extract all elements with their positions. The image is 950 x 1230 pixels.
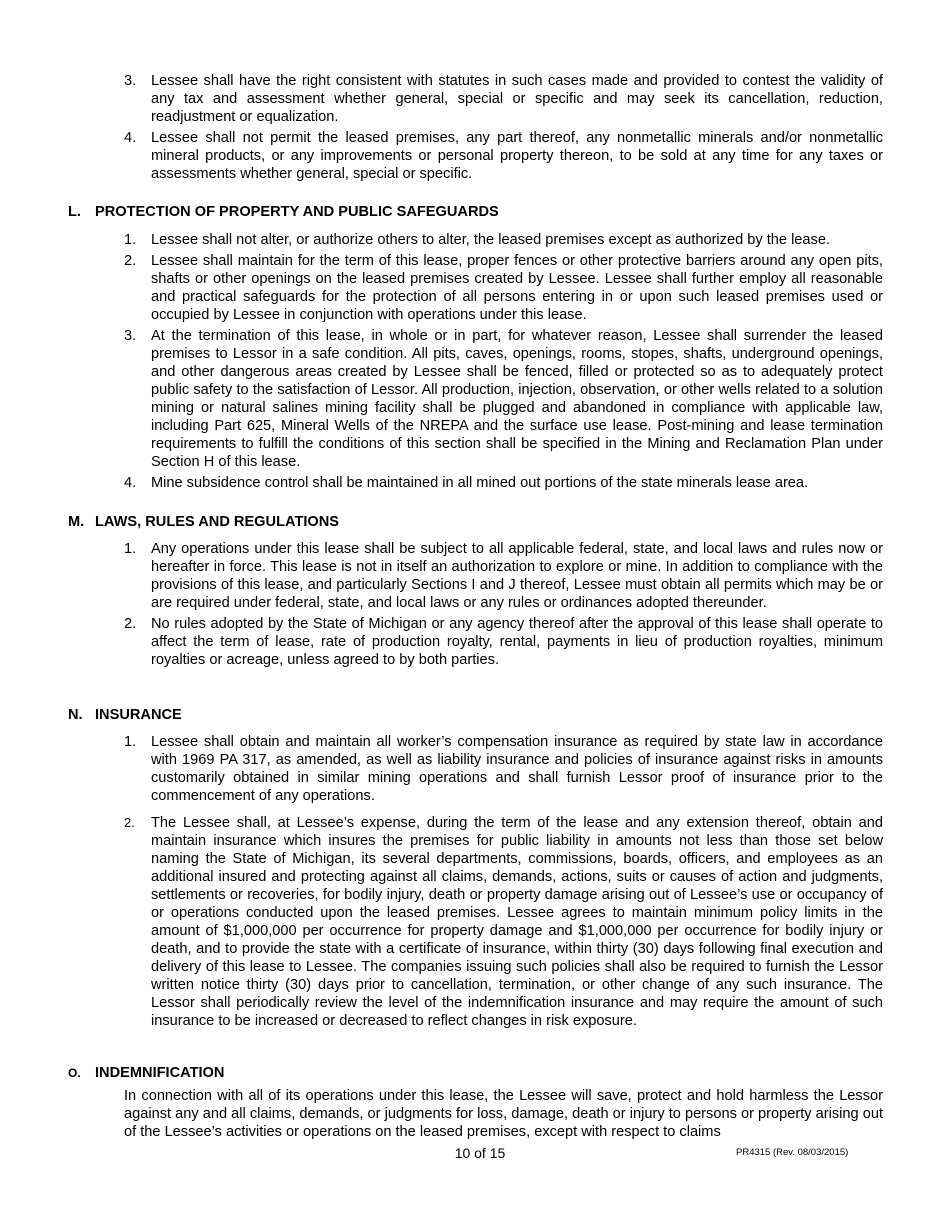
list-item: [124, 252, 883, 324]
item-text: Lessee shall not alter, or authorize others to alter, the leased premises except as authorized by the lease.: [151, 232, 831, 248]
section-n-list: [124, 733, 883, 1030]
item-number: 4.: [124, 130, 137, 146]
section-title: INDEMNIFICATION: [95, 1065, 225, 1081]
item-text: Lessee shall not permit the leased premises, any part thereof, any nonmetallic minerals and/or nonmetallic mineral products, or any improvements or personal property thereon, to be sold at any time for any taxes or assessments whether general, special or specific.: [151, 130, 883, 182]
section-m-list: [124, 540, 883, 669]
section-heading-o: [68, 1064, 224, 1082]
item-number: 3.: [124, 328, 137, 344]
section-letter: N.: [68, 707, 83, 723]
section-letter: O.: [68, 1066, 81, 1080]
item-number: 4.: [124, 475, 137, 491]
item-number: 2.: [124, 253, 137, 269]
list-item: [124, 327, 883, 471]
page-number: 10 of 15: [454, 1145, 506, 1161]
list-item: [124, 129, 883, 183]
list-item: [124, 72, 883, 126]
item-text: Lessee shall have the right consistent with statutes in such cases made and provided to contest the validity of any tax and assessment whether general, special or specific and may seek its cancellation, reduction, readjustment or equalization.: [151, 73, 883, 125]
section-heading-l: [68, 203, 499, 221]
indemnification-paragraph: In connection with all of its operations under this lease, the Lessee will save, protect and hold harmless the Lessor against any and all claims, demands, or judgments for loss, damage, death or injury to persons or property arising out of the Lessee’s activities or operations on the leased premises, except with respect to claims: [124, 1088, 883, 1140]
section-title: INSURANCE: [95, 707, 182, 723]
tax-list: [124, 72, 883, 183]
item-text: Any operations under this lease shall be subject to all applicable federal, state, and local laws and rules now or hereafter in force. This lease is not in itself an authorization to explore or mine. In addition to compliance with the provisions of this lease, and particularly Sections I and J thereof, Lessee must obtain all permits which may be or are required under federal, state, and local laws or any rules or ordinances adopted thereunder.: [151, 541, 883, 611]
item-text: At the termination of this lease, in whole or in part, for whatever reason, Lessee shall surrender the leased premises to Lessor in a safe condition. All pits, caves, openings, rooms, stopes, shafts, underground openings, and other dangerous areas created by Lessee shall be fenced, filled or protected so as to adequately protect public safety to the satisfaction of Lessor. All production, injection, observation, or other wells related to a solution mining or natural salines mining facility shall be plugged and abandoned in compliance with applicable law, including Part 625, Mineral Wells of the NREPA and the surface use lease. Post-mining and lease termination requirements to fulfill the conditions of this section shall be specified in the Mining and Reclamation Plan under Section H of this lease.: [151, 328, 883, 470]
section-letter: M.: [68, 514, 85, 530]
item-number: 2.: [124, 815, 135, 830]
item-number: 3.: [124, 73, 137, 89]
item-text: Lessee shall obtain and maintain all worker’s compensation insurance as required by state law in accordance with 1969 PA 317, as amended, as well as liability insurance and policies of insurance against risks in amounts customarily obtained in similar mining operations and shall furnish Lessor proof of insurance prior to the commencement of any operations.: [151, 734, 883, 804]
item-text: The Lessee shall, at Lessee’s expense, during the term of the lease and any extension thereof, obtain and maintain insurance which insures the premises for public liability in amounts not less than those set below naming the State of Michigan, its several departments, commissions, boards, officers, and employees as an additional insured and protecting against all claims, demands, actions, suits or causes of action and judgments, settlements or recoveries, for bodily injury, death or property damage arising out of Lessee’s use or occupancy of or operations conducted upon the leased premises. Lessee agrees to maintain minimum policy limits in the amount of $1,000,000 per occurrence for property damage and $1,000,000 per occurrence for bodily injury or death, and to provide the state with a certificate of insurance, within thirty (30) days following final execution and delivery of this lease to Lessee. The companies issuing such policies shall also be required to furnish the Lessor written notice thirty (30) days prior to cancellation, termination, or other change of any such insurance. The Lessor shall periodically review the level of the indemnification insurance and may require the amount of such insurance to be increased or decreased to reflect changes in risk exposure.: [151, 815, 883, 1029]
list-item: [124, 540, 883, 612]
item-number: 1.: [124, 734, 137, 750]
list-item: [124, 733, 883, 805]
item-text: No rules adopted by the State of Michigan or any agency thereof after the approval of this lease shall operate to affect the term of lease, rate of production royalty, rental, payments in lieu of production royalties, minimum royalties or acreage, unless agreed to by both parties.: [151, 616, 883, 668]
item-text: Lessee shall maintain for the term of this lease, proper fences or other protective barriers around any open pits, shafts or other openings on the leased premises created by Lessee. Lessee shall further employ all reasonable and practical safeguards for the protection of all persons entering in or upon such leased premises used or occupied by Lessee in conjunction with operations under this lease.: [151, 253, 883, 323]
section-heading-m: [68, 513, 339, 531]
list-item: [124, 231, 883, 249]
item-number: 2.: [124, 616, 137, 632]
list-item: [124, 814, 883, 1030]
item-number: 1.: [124, 232, 137, 248]
section-letter: L.: [68, 204, 81, 220]
list-item: [124, 615, 883, 669]
section-title: PROTECTION OF PROPERTY AND PUBLIC SAFEGUARDS: [95, 204, 499, 220]
item-text: Mine subsidence control shall be maintained in all mined out portions of the state minerals lease area.: [151, 475, 809, 491]
section-l-list: [124, 231, 883, 492]
section-title: LAWS, RULES AND REGULATIONS: [95, 514, 340, 530]
section-heading-n: [68, 706, 182, 724]
item-number: 1.: [124, 541, 137, 557]
form-revision: PR4315 (Rev. 08/03/2015): [736, 1147, 849, 1158]
list-item: [124, 474, 883, 492]
